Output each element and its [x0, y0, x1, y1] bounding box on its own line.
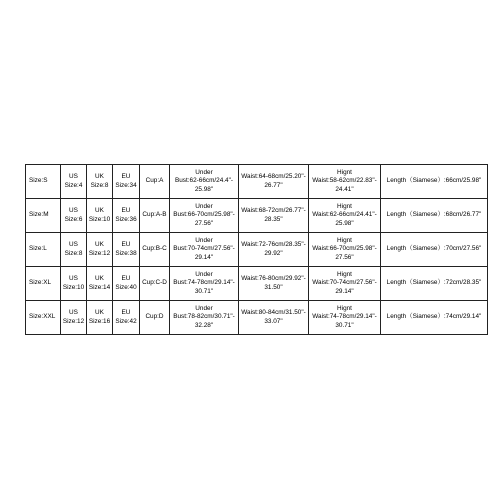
table-row [26, 233, 488, 267]
eu-size-cell: EU Size:38 [113, 233, 140, 267]
underbust-cell: Under Bust:66-70cm/25.98"- 27.56" [170, 199, 239, 233]
cup-cell: Cup:A [140, 165, 170, 199]
us-size-cell: US Size:8 [61, 233, 87, 267]
us-size-cell: US Size:6 [61, 199, 87, 233]
eu-size-cell: EU Size:42 [113, 301, 140, 335]
table-row [26, 165, 488, 199]
high-waist-cell: Hignt Waist:74-78cm/29.14"- 30.71" [309, 301, 381, 335]
size-cell: Size:XXL [26, 301, 61, 335]
cup-cell: Cup:C-D [140, 267, 170, 301]
underbust-cell: Under Bust:62-66cm/24.4"- 25.98" [170, 165, 239, 199]
cup-cell: Cup:A-B [140, 199, 170, 233]
waist-cell: Waist:72-76cm/28.35"- 29.92" [239, 233, 309, 267]
length-cell: Length（Siamese）:68cm/26.77" [381, 199, 488, 233]
underbust-cell: Under Bust:74-78cm/29.14"- 30.71" [170, 267, 239, 301]
uk-size-cell: UK Size:16 [87, 301, 113, 335]
size-cell: Size:XL [26, 267, 61, 301]
high-waist-cell: Hignt Waist:70-74cm/27.56"- 29.14" [309, 267, 381, 301]
high-waist-cell: Hignt Waist:62-66cm/24.41"- 25.98" [309, 199, 381, 233]
waist-cell: Waist:80-84cm/31.50"- 33.07" [239, 301, 309, 335]
size-cell: Size:M [26, 199, 61, 233]
length-cell: Length（Siamese）:70cm/27.56" [381, 233, 488, 267]
uk-size-cell: UK Size:8 [87, 165, 113, 199]
uk-size-cell: UK Size:12 [87, 233, 113, 267]
table-row [26, 301, 488, 335]
high-waist-cell: Hignt Waist:66-70cm/25.98"- 27.56" [309, 233, 381, 267]
waist-cell: Waist:68-72cm/26.77"- 28.35" [239, 199, 309, 233]
table-row [26, 267, 488, 301]
eu-size-cell: EU Size:40 [113, 267, 140, 301]
size-chart-table [25, 164, 488, 335]
eu-size-cell: EU Size:34 [113, 165, 140, 199]
length-cell: Length（Siamese）:66cm/25.98" [381, 165, 488, 199]
length-cell: Length（Siamese）:74cm/29.14" [381, 301, 488, 335]
underbust-cell: Under Bust:78-82cm/30.71"- 32.28" [170, 301, 239, 335]
cup-cell: Cup:D [140, 301, 170, 335]
waist-cell: Waist:76-80cm/29.92"- 31.50" [239, 267, 309, 301]
table-row [26, 199, 488, 233]
uk-size-cell: UK Size:14 [87, 267, 113, 301]
length-cell: Length（Siamese）:72cm/28.35" [381, 267, 488, 301]
waist-cell: Waist:64-68cm/25.20"- 26.77" [239, 165, 309, 199]
cup-cell: Cup:B-C [140, 233, 170, 267]
uk-size-cell: UK Size:10 [87, 199, 113, 233]
us-size-cell: US Size:12 [61, 301, 87, 335]
underbust-cell: Under Bust:70-74cm/27.56"- 29.14" [170, 233, 239, 267]
eu-size-cell: EU Size:36 [113, 199, 140, 233]
us-size-cell: US Size:10 [61, 267, 87, 301]
size-cell: Size:L [26, 233, 61, 267]
us-size-cell: US Size:4 [61, 165, 87, 199]
high-waist-cell: Hignt Waist:58-62cm/22.83"- 24.41" [309, 165, 381, 199]
size-cell: Size:S [26, 165, 61, 199]
